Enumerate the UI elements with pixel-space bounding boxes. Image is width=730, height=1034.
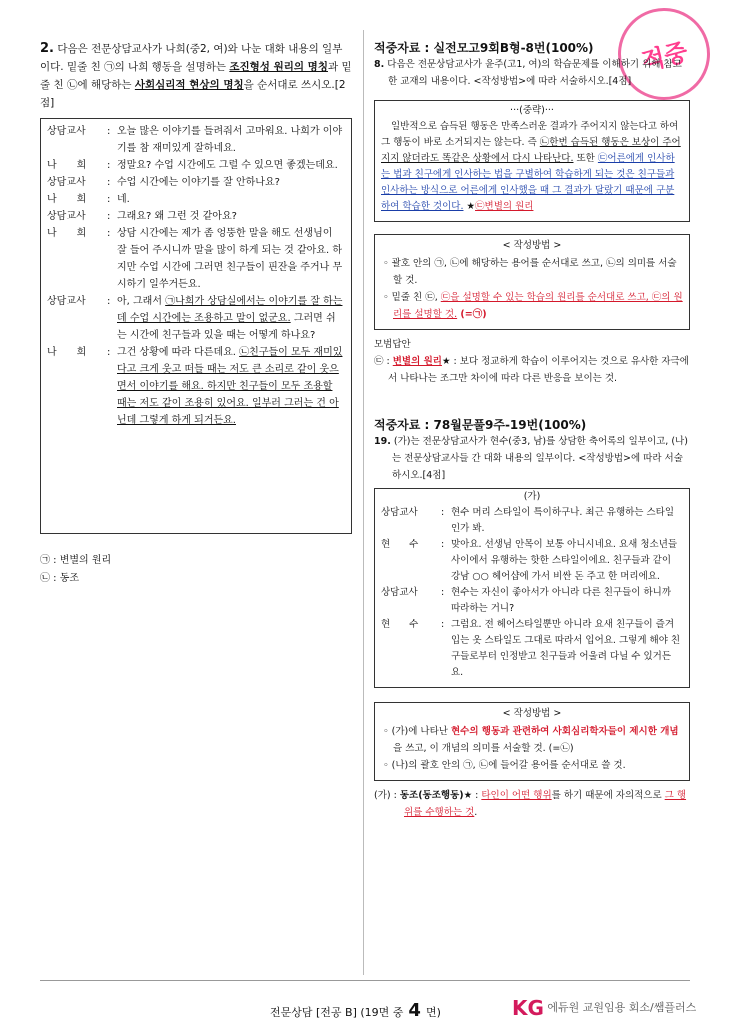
page-number: 4 [408, 1000, 421, 1021]
underline-d: ㉢어른에게 인사하는 법과 친구에게 인사하는 법을 구별하여 학습하게 되는 것은 친구들과 인사하는 방식으로 어른에게 인사했을 때 그 결과가 달랐기 때문에 구분하여 학습한 것이다. [381, 153, 675, 212]
section-title: 적중자료 : 78월문풀9주-19번(100%) [374, 418, 587, 432]
dialogue-row: 상담교사 : 오늘 많은 이야기를 들려줘서 고마워요. 나희가 이야기를 참 재미있게 잘하네요. [47, 126, 343, 154]
dialogue-row: 현 수 : 맞아요. 선생님 안목이 보통 아니시네요. 요새 청소년들 사이에서 유행하는 핫한 스타일이에요. 친구들과 같이 강남 ○○ 헤어샵에 가서 비싼 돈 주고 한 머리에요. [381, 539, 678, 582]
term-2: 사회심리적 현상의 명칭 [134, 79, 244, 91]
dialogue-row: 상담교사 : 현수는 자신이 좋아서가 아니라 다른 친구들이 하니까 따라하는 거니? [381, 587, 672, 614]
answer-item: ㉡ : 동조 [40, 573, 80, 584]
question-number: 2. [40, 41, 54, 56]
dialogue-row: 현 수 : 그럼요. 전 헤어스타일뿐만 아니라 요새 친구들이 즐겨 입는 옷 스타일도 그대로 따라서 입어요. 그렇게 해야 친구들로부터 인정받고 친구들과 어울려 다닐 수 있거든요. [381, 619, 681, 678]
dialogue-box-ga: (가) 상담교사 : 현수 머리 스타일이 특이하구나. 최근 유행하는 스타일인가 봐. 현 수 : 맞아요. 선생님 안목이 보통 아니시네요. 요새 청소년들 사이에서 유행하는 핫한 스타일이에요. 친구들과 같이 강남 ○○ 헤어샵에 가서 비싼 돈 주고 한 머리에요. 상담교사 : 현수는 자신이 좋아서가 아니라 다른 친구들이 하니까 따라하는 거니? 현 수 : 그럼요. 전 헤어스타일뿐만 아니라 요새 친구들이 즐겨 입는 옷 스타일도 그대로 따라서 입어요. 그렇게 해야 친구들로부터 인정받고 친구들과 어울려 다닐 수 있거든요. [374, 488, 690, 688]
dialogue-row: 상담교사 : 아, 그래서 ㉠나희가 상담실에서는 이야기를 잘 하는데 수업 시간에는 조용하고 말이 없군요. 그러면 쉬는 시간에 친구들과 있을 때는 어떻게 하나요? [47, 296, 343, 341]
question-2: 2. 다음은 전문상담교사가 나희(중2, 여)와 나눈 대화 내용의 일부이다. 밑줄 친 ㉠의 나희 행동을 설명하는 조진형성 원리의 명칭과 밑줄 친 ㉡에 해당하는 사회심리적 현상의 명칭을 순서대로 쓰시오.[2점] [40, 41, 352, 109]
dialogue-row: 나 희 : 네. [47, 194, 130, 205]
dialogue-row: 상담교사 : 현수 머리 스타일이 특이하구나. 최근 유행하는 스타일인가 봐. [381, 507, 675, 534]
footer-rule [40, 980, 690, 981]
conditions-box: < 작성방법 > ◦ (가)에 나타난 현수의 행동과 관련하여 사회심리학자들이 제시한 개념을 쓰고, 이 개념의 의미를 서술할 것. (=㉡) ◦ (나)의 괄호 안의 ㉠, ㉡에 들어갈 용어를 순서대로 쓸 것. [374, 702, 690, 781]
dialogue-box [40, 118, 352, 534]
question-19: 19. (가)는 전문상담교사가 현수(중3, 남)를 상담한 축어록의 일부이고, (나)는 전문상담교사들 간 대화 내용의 일부이다. <작성방법>에 따라 서술하시오.[4점] [374, 436, 688, 481]
dialogue-row: 상담교사 : 그래요? 왜 그런 것 같아요? [47, 211, 237, 222]
answer-item: ㉠ : 변별의 원리 [40, 555, 112, 566]
answer-ga: (가) : 동조(동조행동)★ : 타인이 어떤 행위를 하기 때문에 자의적으로 그 행위를 수행하는 것. [374, 790, 687, 818]
underline-c: ㉡한번 습득된 행동은 보상이 주어지지 않더라도 똑같은 상황에서 다시 나타난다. [381, 137, 681, 164]
term-1: 조진형성 원리의 명칭 [229, 61, 328, 73]
conditions-box: < 작성방법 > ◦ 괄호 안의 ㉠, ㉡에 해당하는 용어를 순서대로 쓰고, ㉡의 의미를 서술할 것. ◦ 밑줄 친 ㉢, ㉢을 설명할 수 있는 학습의 원리를 순서대로 쓰고, ㉢의 원리를 설명할 것. (=㉠) [374, 234, 690, 330]
dialogue-row: 상담교사 : 수업 시간에는 이야기를 잘 안하나요? [47, 177, 280, 188]
right-column [374, 40, 690, 821]
answer-list [40, 552, 352, 588]
section-title: 적중자료 : 실전모고9회B형-8번(100%) [374, 41, 594, 55]
question-8: 8. 다음은 전문상담교사가 윤주(고1, 여)의 학습문제를 이해하기 위해 참고한 교재의 내용이다. <작성방법>에 따라 서술하시오.[4점] [374, 59, 682, 87]
model-answer: 모범답안 ㉢ : 변별의 원리★ : 보다 정교하게 학습이 이루어지는 것으로 유사한 자극에서 나타나는 조그만 차이에 따라 다른 반응을 보이는 것. [374, 339, 689, 384]
underline-b: ㉡친구들이 모두 재미있다고 크게 웃고 떠들 때는 저도 큰 소리로 같이 웃으면서 이야기를 해요. 하지만 친구들이 모두 조용할 때는 저도 같이 조용히 있어요. 일부러 그러는 건 아닌데 그렇게 하게 되거든요. [117, 347, 343, 426]
column-divider [363, 30, 364, 975]
dialogue-row: 나 희 : 정말요? 수업 시간에도 그럴 수 있으면 좋겠는데요. [47, 160, 338, 171]
underline-a: ㉠나희가 상담실에서는 이야기를 잘 하는데 수업 시간에는 조용하고 말이 없군요. [117, 296, 343, 324]
brand-logo: KG 에듀원 교원임용 회소/쌤플러스 [512, 996, 697, 1020]
dialogue-row: 나 희 : 그건 상황에 따라 다른데요. ㉡친구들이 모두 재미있다고 크게 웃고 떠들 때는 저도 큰 소리로 같이 웃으면서 이야기를 해요. 하지만 친구들이 모두 조용할 때는 저도 같이 조용히 있어요. 일부러 그러는 건 아닌데 그렇게 하게 되거든요. [47, 347, 343, 426]
page-footer: 전문상담 [전공 B] (19면 중 4 면) [270, 1000, 441, 1021]
hit-stamp: 적중 [608, 0, 720, 110]
left-column [40, 40, 352, 588]
reading-box: ···(중략)··· 일반적으로 습득된 행동은 만족스러운 결과가 주어지지 않는다고 하여 그 행동이 바로 소거되지는 않는다. 즉 ㉡한번 습득된 행동은 보상이 주어지지 않더라도 똑같은 상황에서 다시 나타난다. 또한 ㉢어른에게 인사하는 법과 친구에게 인사하는 법을 구별하여 학습하게 되는 것은 친구들과 인사하는 방식으로 어른에게 인사했을 때 그 결과가 달랐기 때문에 구분하여 학습한 것이다. ★㉢변별의 원리 [374, 100, 690, 222]
dialogue-row: 나 희 : 상담 시간에는 제가 좀 엉뚱한 말을 해도 선생님이 잘 들어 주시니까 말을 많이 하게 되는 것 같아요. 하지만 수업 시간에 그러면 친구들이 핀잔을 주거나 무시하기 일쑤거든요. [47, 228, 343, 290]
